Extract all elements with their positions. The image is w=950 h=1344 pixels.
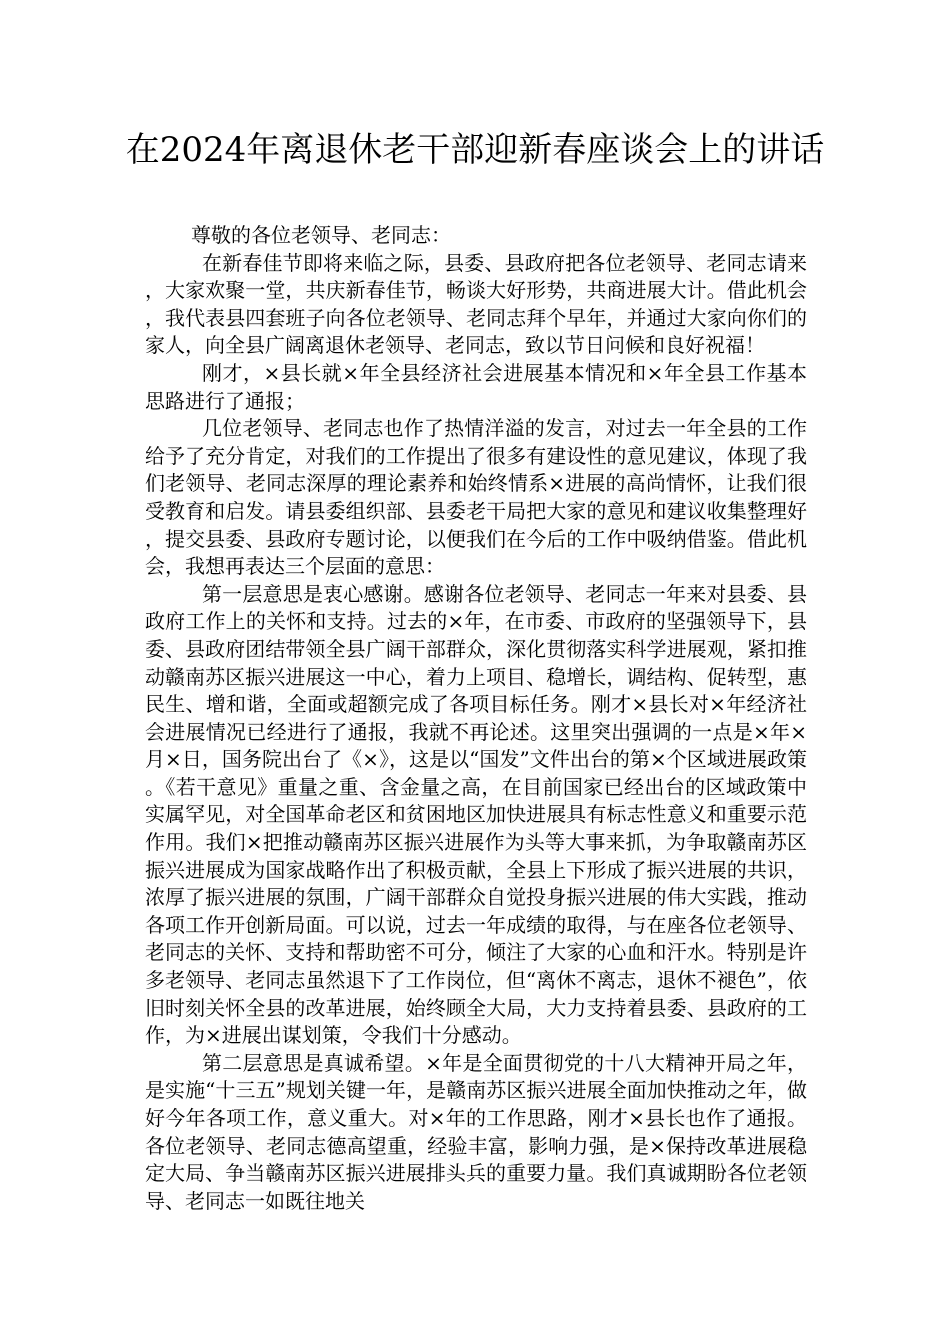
- paragraph-greeting: 在新春佳节即将来临之际，县委、县政府把各位老领导、老同志请来，大家欢聚一堂，共庆新春佳节，畅谈大好形势，共商进展大计。借此机会，我代表县四套班子向各位老领导、老同志拜个早年，并通过大家向你们的家人，向全县广阔离退休老领导、老同志，致以节日问候和良好祝福！: [145, 250, 807, 358]
- paragraph-speeches: 几位老领导、老同志也作了热情洋溢的发言，对过去一年全县的工作给予了充分肯定，对我们的工作提出了很多有建设性的意见建议，体现了我们老领导、老同志深厚的理论素养和始终情系×进展的高尚情怀，让我们很受教育和启发。请县委组织部、县委老干局把大家的意见和建议收集整理好，提交县委、县政府专题讨论，以便我们在今后的工作中吸纳借鉴。借此机会，我想再表达三个层面的意思：: [145, 416, 807, 579]
- paragraph-hopes: 第二层意思是真诚希望。×年是全面贯彻党的十八大精神开局之年，是实施“十三五”规划关键一年，是赣南苏区振兴进展全面加快推动之年，做好今年各项工作，意义重大。对×年的工作思路，刚才×县长也作了通报。各位老领导、老同志德高望重，经验丰富，影响力强，是×保持改革进展稳定大局、争当赣南苏区振兴进展排头兵的重要力量。我们真诚期盼各位老领导、老同志一如既往地关: [145, 1050, 807, 1213]
- paragraph-report: 刚才，×县长就×年全县经济社会进展基本情况和×年全县工作基本思路进行了通报；: [145, 360, 807, 413]
- salutation: 尊敬的各位老领导、老同志：: [191, 223, 451, 247]
- document-body: [145, 222, 807, 1215]
- paragraph-thanks: 第一层意思是衷心感谢。感谢各位老领导、老同志一年来对县委、县政府工作上的关怀和支持。过去的×年，在市委、市政府的坚强领导下，县委、县政府团结带领全县广阔干部群众，深化贯彻落实科学进展观，紧扣推动赣南苏区振兴进展这一中心，着力上项目、稳增长，调结构、促转型，惠民生、增和谐，全面或超额完成了各项目标任务。刚才×县长对×年经济社会进展情况已经进行了通报，我就不再论述。这里突出强调的一点是×年×月×日，国务院出台了《×》，这是以“国发”文件出台的第×个区域进展政策。《若干意见》重量之重、含金量之高，在目前国家已经出台的区域政策中实属罕见，对全国革命老区和贫困地区加快进展具有标志性意义和重要示范作用。我们×把推动赣南苏区振兴进展作为头等大事来抓，为争取赣南苏区振兴进展成为国家战略作出了积极贡献，全县上下形成了振兴进展的共识，浓厚了振兴进展的氛围，广阔干部群众自觉投身振兴进展的伟大实践，推动各项工作开创新局面。可以说，过去一年成绩的取得，与在座各位老领导、老同志的关怀、支持和帮助密不可分，倾注了大家的心血和汗水。特别是许多老领导、老同志虽然退下了工作岗位，但“离休不离志，退休不褪色”，依旧时刻关怀全县的改革进展，始终顾全大局，大力支持着县委、县政府的工作，为×进展出谋划策，令我们十分感动。: [145, 581, 807, 1048]
- document-title: 在2024年离退休老干部迎新春座谈会上的讲话: [125, 130, 825, 170]
